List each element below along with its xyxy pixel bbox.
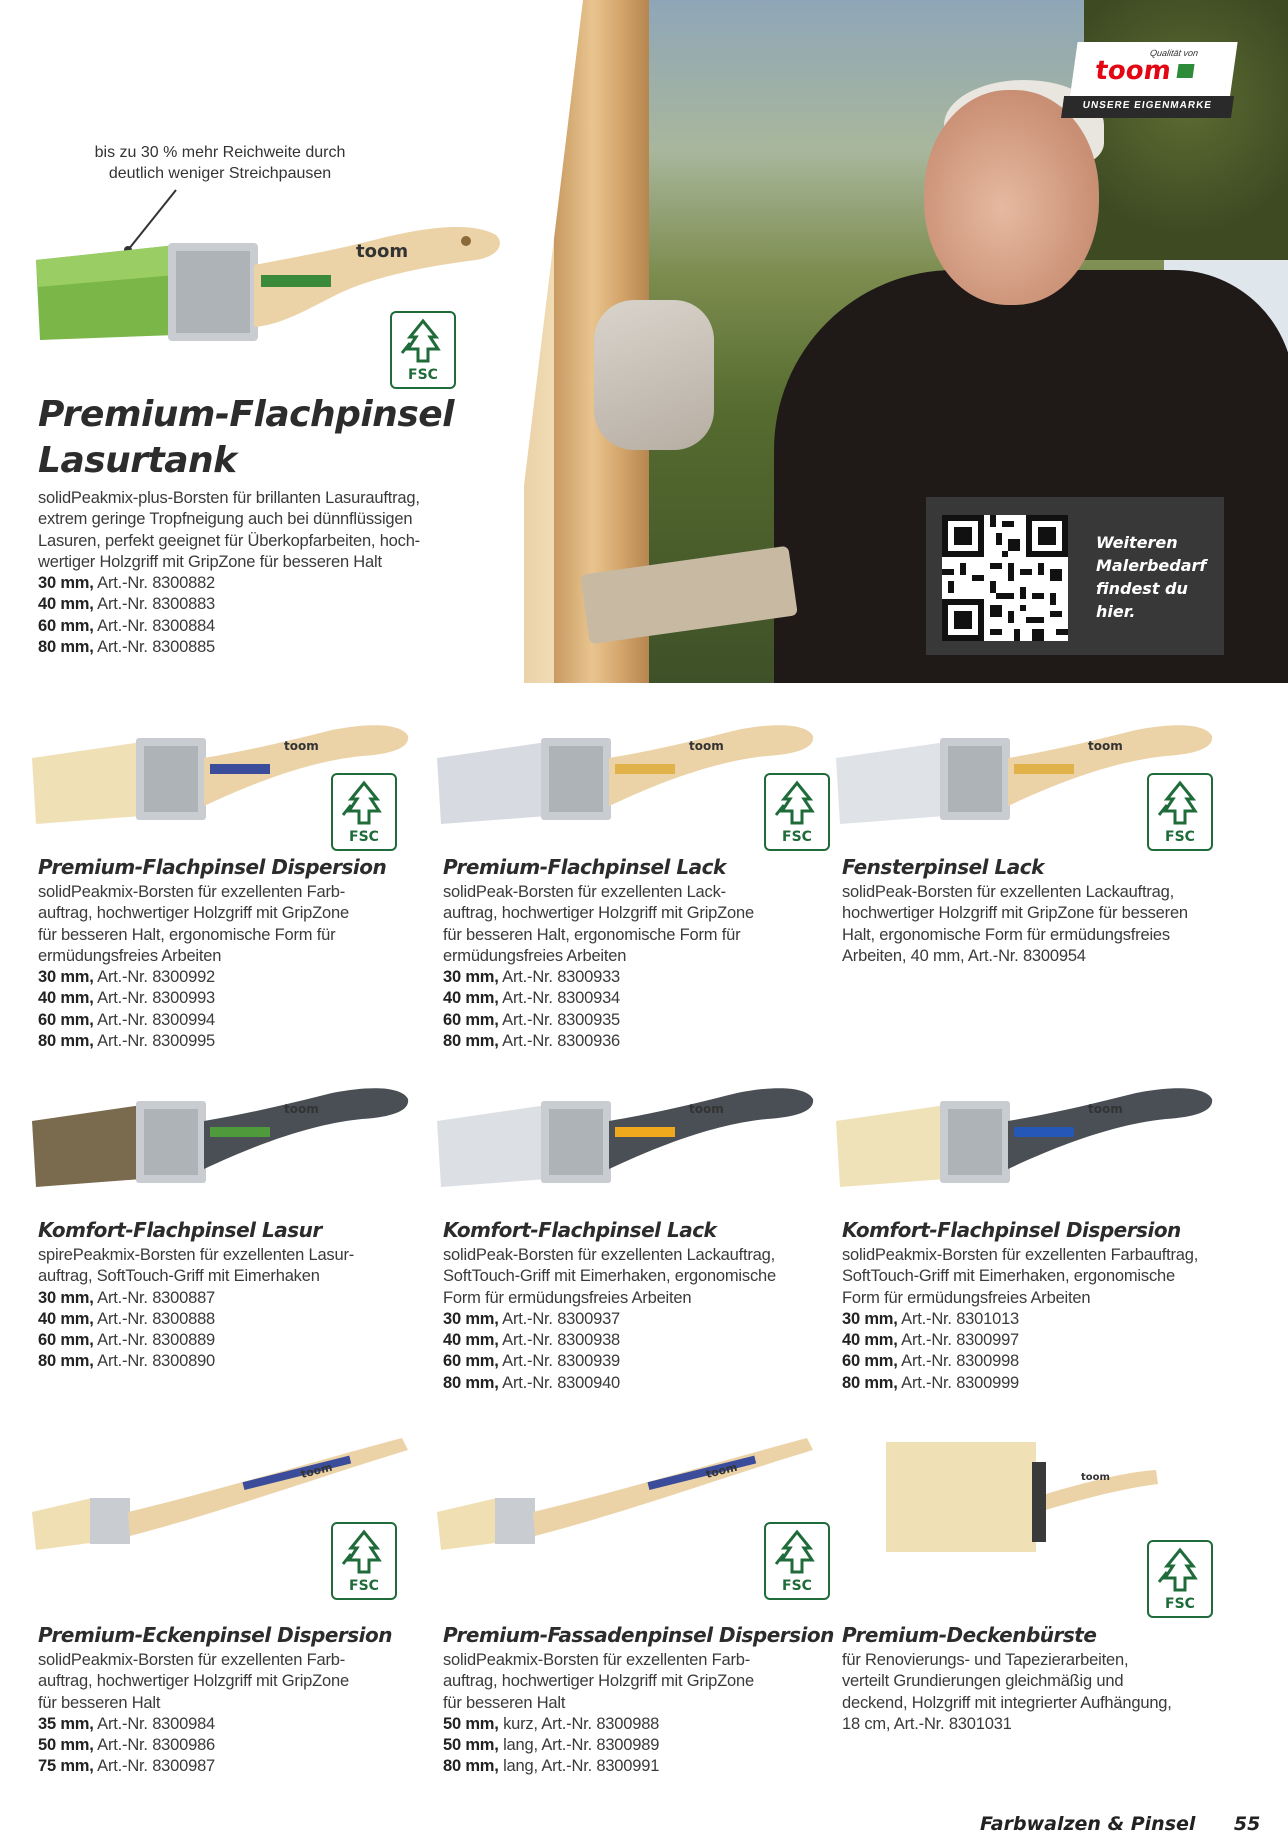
hero-title-line: Premium-Flachpinsel — [38, 394, 454, 435]
fsc-tree-icon — [1149, 775, 1211, 831]
variant-line: 80 mm, Art.-Nr. 8300940 — [443, 1373, 621, 1392]
svg-text:toom: toom — [1081, 1472, 1110, 1483]
desc-line: hochwertiger Holzgriff mit GripZone für besseren — [842, 904, 1188, 923]
logo-subline: UNSERE EIGENMARKE — [1081, 100, 1213, 111]
variant-line: 80 mm, Art.-Nr. 8300936 — [443, 1032, 621, 1051]
desc-line: deckend, Holzgriff mit integrierter Aufhängung, — [842, 1693, 1172, 1712]
variant-line: 30 mm, Art.-Nr. 8300933 — [443, 968, 621, 987]
desc-line: Form für ermüdungsfreies Arbeiten — [443, 1288, 692, 1307]
desc-line: auftrag, hochwertiger Holzgriff mit GripZone — [443, 1672, 754, 1691]
qr-text — [1096, 531, 1206, 623]
svg-text:toom: toom — [356, 241, 409, 262]
desc-line: für besseren Halt — [38, 1693, 161, 1712]
hero-title — [38, 392, 454, 484]
desc-line: spirePeakmix-Borsten für exzellenten Lasur- — [38, 1246, 355, 1264]
variant-line: 40 mm, Art.-Nr. 8300934 — [443, 989, 621, 1008]
desc-line: ermüdungsfreies Arbeiten — [443, 946, 627, 965]
product-desc — [38, 1245, 354, 1373]
fsc-label: FSC — [349, 829, 379, 845]
fsc-logo — [764, 1522, 830, 1600]
variant-line: 30 mm, Art.-Nr. 8300937 — [443, 1309, 621, 1328]
variant-line: 60 mm, Art.-Nr. 8300994 — [38, 1010, 216, 1029]
product-title: Komfort-Flachpinsel Lasur — [38, 1218, 322, 1242]
brush-image — [32, 1075, 412, 1205]
product-title: Premium-Flachpinsel Dispersion — [38, 855, 387, 879]
fsc-tree-icon — [333, 775, 395, 831]
svg-text:toom: toom — [689, 1102, 724, 1116]
variant-line: 30 mm, Art.-Nr. 8300887 — [38, 1288, 216, 1307]
product-desc — [842, 882, 1188, 967]
variant-line: 40 mm, Art.-Nr. 8300997 — [842, 1331, 1020, 1350]
svg-text:toom: toom — [284, 739, 319, 753]
product-desc — [842, 1245, 1198, 1394]
desc-line: 18 cm, Art.-Nr. 8301031 — [842, 1714, 1012, 1733]
variant-line: 60 mm, Art.-Nr. 8300939 — [443, 1352, 621, 1371]
variant-line: 80 mm, Art.-Nr. 8300890 — [38, 1352, 216, 1371]
desc-line: auftrag, hochwertiger Holzgriff mit GripZone — [38, 1672, 349, 1691]
fsc-label: FSC — [1165, 1596, 1195, 1612]
desc-line: solidPeakmix-Borsten für exzellenten Farb- — [38, 883, 346, 901]
desc-line: verteilt Grundierungen gleichmäßig und — [842, 1672, 1124, 1691]
desc-line: wertiger Holzgriff mit GripZone für besseren Halt — [38, 552, 382, 571]
logo-brand: toom — [1093, 56, 1173, 86]
logo-tagline: Qualität von — [1149, 48, 1199, 58]
variant-line: 30 mm, Art.-Nr. 8300992 — [38, 968, 216, 987]
variant-line: 60 mm, Art.-Nr. 8300884 — [38, 616, 216, 635]
product-desc — [842, 1650, 1172, 1735]
toom-logo — [1060, 42, 1249, 122]
svg-text:toom: toom — [299, 1460, 334, 1481]
product-title: Premium-Flachpinsel Lack — [443, 855, 726, 879]
qr-line: Malerbedarf — [1096, 556, 1207, 575]
variant-line: 80 mm, lang, Art.-Nr. 8300991 — [443, 1757, 660, 1776]
svg-text:toom: toom — [1088, 1102, 1123, 1116]
variant-line: 50 mm, lang, Art.-Nr. 8300989 — [443, 1736, 660, 1755]
fsc-logo — [1147, 773, 1213, 851]
qr-line: hier. — [1096, 602, 1136, 621]
brush-image — [437, 1432, 817, 1562]
variant-line: 60 mm, Art.-Nr. 8300998 — [842, 1352, 1020, 1371]
variant-line: 75 mm, Art.-Nr. 8300987 — [38, 1757, 216, 1776]
callout-line: deutlich weniger Streichpausen — [108, 165, 332, 182]
fsc-logo — [331, 773, 397, 851]
qr-code[interactable] — [942, 515, 1068, 641]
variant-line: 30 mm, Art.-Nr. 8300882 — [38, 574, 216, 593]
variant-line: 50 mm, Art.-Nr. 8300986 — [38, 1736, 216, 1755]
desc-line: für Renovierungs- und Tapezierarbeiten, — [842, 1651, 1129, 1669]
fsc-logo — [331, 1522, 397, 1600]
brush-image — [437, 712, 817, 842]
fsc-tree-icon — [392, 313, 454, 369]
variant-line: 40 mm, Art.-Nr. 8300993 — [38, 989, 216, 1008]
desc-line: solidPeak-Borsten für exzellenten Lackauftrag, — [443, 1246, 775, 1264]
variant-line: 50 mm, kurz, Art.-Nr. 8300988 — [443, 1714, 660, 1733]
page-number: 55 — [1233, 1813, 1261, 1835]
fsc-label: FSC — [782, 829, 812, 845]
qr-line: Weiteren — [1096, 533, 1178, 552]
product-title: Premium-Deckenbürste — [842, 1623, 1097, 1647]
brush-image — [836, 1075, 1216, 1205]
desc-line: auftrag, SoftTouch-Griff mit Eimerhaken — [38, 1267, 320, 1286]
product-title: Komfort-Flachpinsel Dispersion — [842, 1218, 1181, 1242]
product-title: Komfort-Flachpinsel Lack — [443, 1218, 717, 1242]
product-desc — [38, 882, 349, 1052]
desc-line: extrem geringe Tropfneigung auch bei dünnflüssigen — [38, 510, 413, 529]
fsc-label: FSC — [1165, 829, 1195, 845]
desc-line: Form für ermüdungsfreies Arbeiten — [842, 1288, 1091, 1307]
desc-line: solidPeakmix-Borsten für exzellenten Farbauftrag, — [842, 1246, 1199, 1264]
desc-line: für besseren Halt, ergonomische Form für — [443, 925, 741, 944]
svg-text:toom: toom — [1088, 739, 1123, 753]
qr-box[interactable] — [926, 497, 1224, 655]
fsc-label: FSC — [782, 1578, 812, 1594]
svg-text:toom: toom — [689, 739, 724, 753]
fsc-tree-icon — [1149, 1542, 1211, 1598]
fsc-tree-icon — [333, 1524, 395, 1580]
hero-title-line: Lasurtank — [38, 440, 237, 481]
desc-line: Arbeiten, 40 mm, Art.-Nr. 8300954 — [842, 946, 1086, 965]
desc-line: SoftTouch-Griff mit Eimerhaken, ergonomische — [443, 1267, 776, 1286]
desc-line: solidPeak-Borsten für exzellenten Lackauftrag, — [842, 883, 1174, 901]
desc-line: SoftTouch-Griff mit Eimerhaken, ergonomische — [842, 1267, 1175, 1286]
desc-line: Halt, ergonomische Form für ermüdungsfreies — [842, 925, 1170, 944]
svg-text:toom: toom — [284, 1102, 319, 1116]
logo-house-icon — [1177, 64, 1195, 78]
desc-line: solidPeakmix-Borsten für exzellenten Farb- — [443, 1651, 751, 1669]
product-desc — [443, 1245, 776, 1394]
fsc-tree-icon — [766, 775, 828, 831]
variant-line: 30 mm, Art.-Nr. 8301013 — [842, 1309, 1020, 1328]
callout-line: bis zu 30 % mehr Reichweite durch — [94, 144, 346, 161]
fsc-label: FSC — [408, 367, 438, 383]
variant-line: 60 mm, Art.-Nr. 8300935 — [443, 1010, 621, 1029]
section-label: Farbwalzen & Pinsel — [980, 1813, 1196, 1835]
desc-line: Lasuren, perfekt geeignet für Überkopfarbeiten, hoch- — [38, 531, 420, 550]
desc-line: solidPeakmix-Borsten für exzellenten Farb- — [38, 1651, 346, 1669]
desc-line: solidPeak-Borsten für exzellenten Lack- — [443, 883, 726, 901]
variant-line: 40 mm, Art.-Nr. 8300883 — [38, 595, 216, 614]
page-footer — [980, 1813, 1260, 1835]
variant-line: 80 mm, Art.-Nr. 8300995 — [38, 1032, 216, 1051]
variant-line: 80 mm, Art.-Nr. 8300999 — [842, 1373, 1020, 1392]
variant-line: 35 mm, Art.-Nr. 8300984 — [38, 1714, 216, 1733]
desc-line: ermüdungsfreies Arbeiten — [38, 946, 222, 965]
brush-image — [437, 1075, 817, 1205]
variant-line: 40 mm, Art.-Nr. 8300938 — [443, 1331, 621, 1350]
product-title: Premium-Eckenpinsel Dispersion — [38, 1623, 392, 1647]
product-title: Premium-Fassadenpinsel Dispersion — [443, 1623, 834, 1647]
hero-callout — [80, 142, 360, 184]
desc-line: für besseren Halt — [443, 1693, 566, 1712]
product-desc — [38, 1650, 349, 1778]
product-title: Fensterpinsel Lack — [842, 855, 1044, 879]
fsc-tree-icon — [766, 1524, 828, 1580]
svg-text:toom: toom — [704, 1460, 739, 1481]
product-desc — [443, 1650, 754, 1778]
variant-line: 40 mm, Art.-Nr. 8300888 — [38, 1309, 216, 1328]
desc-line: solidPeakmix-plus-Borsten für brillanten Lasurauftrag, — [38, 489, 420, 507]
qr-line: findest du — [1096, 579, 1188, 598]
fsc-logo — [1147, 1540, 1213, 1618]
fsc-logo — [390, 311, 456, 389]
desc-line: auftrag, hochwertiger Holzgriff mit GripZone — [38, 904, 349, 923]
hero-desc — [38, 488, 420, 658]
variant-line: 80 mm, Art.-Nr. 8300885 — [38, 638, 216, 657]
desc-line: auftrag, hochwertiger Holzgriff mit GripZone — [443, 904, 754, 923]
desc-line: für besseren Halt, ergonomische Form für — [38, 925, 336, 944]
variant-line: 60 mm, Art.-Nr. 8300889 — [38, 1331, 216, 1350]
fsc-label: FSC — [349, 1578, 379, 1594]
product-desc — [443, 882, 754, 1052]
qr-pattern — [942, 515, 1068, 641]
fsc-logo — [764, 773, 830, 851]
